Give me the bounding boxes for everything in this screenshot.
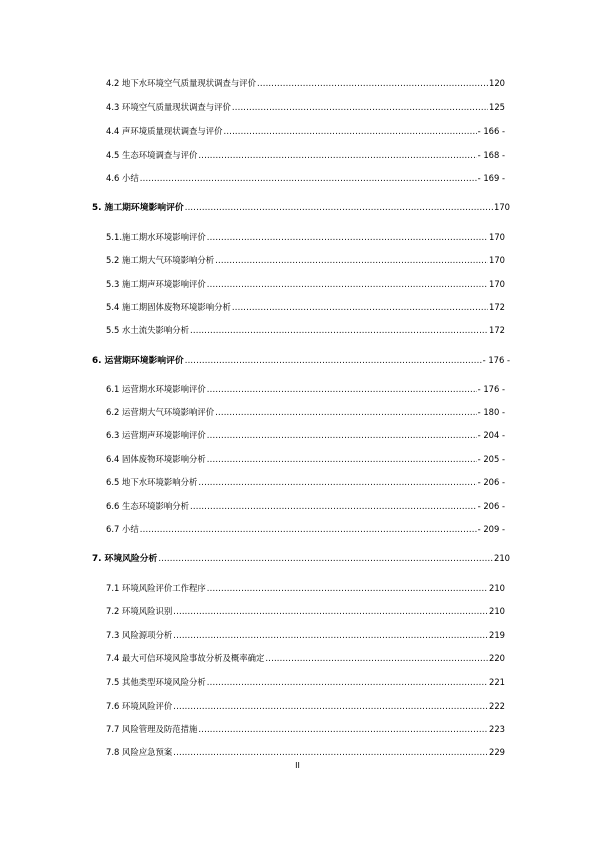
toc-entry-label: 4.5 生态环境调查与评价 <box>106 150 198 160</box>
toc-entry-page: 125 <box>489 102 505 112</box>
toc-leader-dots <box>232 302 488 313</box>
toc-entry-label: 7.4 最大可信环境风险事故分析及概率确定 <box>106 653 265 663</box>
toc-entry-label: 5.1.施工期水环境影响评价 <box>106 232 206 242</box>
toc-entry[interactable] <box>106 302 505 313</box>
toc-leader-dots <box>158 553 493 564</box>
toc-entry[interactable] <box>106 524 505 535</box>
toc-entry-label: 5.2 施工期大气环境影响分析 <box>106 255 215 265</box>
toc-entry[interactable] <box>106 325 505 336</box>
toc-entry[interactable] <box>92 553 510 565</box>
toc-entry-label: 7.5 其他类型环境风险分析 <box>106 677 206 687</box>
toc-leader-dots <box>190 325 488 336</box>
toc-entry[interactable] <box>106 232 505 243</box>
toc-entry-page: - 206 - <box>477 477 505 487</box>
toc-entry-label: 5.5 水土流失影响分析 <box>106 325 189 335</box>
toc-leader-dots <box>173 747 488 758</box>
toc-leader-dots <box>207 232 488 243</box>
toc-entry-page: 210 <box>489 583 505 593</box>
toc-entry-label: 7.1 环境风险评价工作程序 <box>106 583 206 593</box>
toc-entry[interactable] <box>106 701 505 712</box>
toc-entry-label: 6.7 小结 <box>106 524 139 534</box>
toc-entry-page: - 169 - <box>477 173 505 183</box>
toc-entry-page: 172 <box>489 325 505 335</box>
toc-entry-page: - 205 - <box>477 454 505 464</box>
toc-entry-page: 220 <box>489 653 505 663</box>
toc-entry[interactable] <box>106 501 505 512</box>
toc-entry-label: 6. 运营期环境影响评价 <box>92 356 184 366</box>
toc-leader-dots <box>198 477 476 488</box>
toc-entry[interactable] <box>106 747 505 758</box>
toc-leader-dots <box>215 255 488 266</box>
toc-entry[interactable] <box>106 384 505 395</box>
toc-leader-dots <box>140 173 477 184</box>
toc-entry-page: 172 <box>489 302 505 312</box>
toc-leader-dots <box>257 78 488 89</box>
toc-leader-dots <box>207 454 477 465</box>
toc-leader-dots <box>207 583 488 594</box>
toc-entry-page: - 180 - <box>477 407 505 417</box>
toc-entry[interactable] <box>106 173 505 184</box>
toc-entry[interactable] <box>106 606 505 617</box>
toc-entry-label: 7.8 风险应急预案 <box>106 747 173 757</box>
toc-entry-page: - 176 - <box>477 384 505 394</box>
toc-leader-dots <box>207 279 488 290</box>
toc-entry[interactable] <box>106 78 505 89</box>
toc-entry-page: - 168 - <box>477 150 505 160</box>
toc-entry-label: 5. 施工期环境影响评价 <box>92 203 184 213</box>
toc-entry-label: 6.5 地下水环境影响分析 <box>106 477 198 487</box>
toc-leader-dots <box>232 102 488 113</box>
toc-leader-dots <box>190 501 477 512</box>
toc-entry-label: 5.4 施工期固体废物环境影响分析 <box>106 302 231 312</box>
toc-leader-dots <box>215 407 477 418</box>
toc-entry-page: - 209 - <box>477 524 505 534</box>
toc-entry[interactable] <box>106 653 505 664</box>
toc-entry-label: 6.3 运营期声环境影响评价 <box>106 430 206 440</box>
toc-entry-page: 210 <box>494 553 510 563</box>
toc-leader-dots <box>198 150 476 161</box>
toc-entry[interactable] <box>106 724 505 735</box>
toc-entry-page: 210 <box>489 606 505 616</box>
toc-entry-label: 6.2 运营期大气环境影响评价 <box>106 407 215 417</box>
toc-leader-dots <box>198 724 488 735</box>
toc-entry[interactable] <box>106 102 505 113</box>
toc-entry-page: 222 <box>489 701 505 711</box>
toc-entry-label: 6.4 固体废物环境影响分析 <box>106 454 206 464</box>
toc-leader-dots <box>185 355 482 366</box>
toc-entry-page: 170 <box>494 202 510 212</box>
toc-entry-page: 223 <box>489 724 505 734</box>
toc-entry[interactable] <box>106 255 505 266</box>
toc-entry-page: 170 <box>489 255 505 265</box>
toc-entry[interactable] <box>106 630 505 641</box>
toc-leader-dots <box>207 384 477 395</box>
toc-leader-dots <box>173 701 488 712</box>
toc-entry-page: 170 <box>489 279 505 289</box>
toc-entry-label: 6.1 运营期水环境影响评价 <box>106 384 206 394</box>
toc-entry-page: - 204 - <box>477 430 505 440</box>
toc-entry-page: 229 <box>489 747 505 757</box>
toc-entry[interactable] <box>92 355 510 367</box>
toc-entry-page: - 206 - <box>477 501 505 511</box>
toc-entry-label: 4.3 环境空气质量现状调查与评价 <box>106 102 231 112</box>
toc-entry-label: 7.6 环境风险评价 <box>106 701 173 711</box>
toc-entry-page: - 166 - <box>477 126 505 136</box>
toc-leader-dots <box>185 202 493 213</box>
toc-entry-label: 4.4 声环境质量现状调查与评价 <box>106 126 223 136</box>
toc-leader-dots <box>140 524 477 535</box>
toc-entry-page: 221 <box>489 677 505 687</box>
toc-leader-dots <box>173 606 488 617</box>
toc-entry-label: 7. 环境风险分析 <box>92 554 158 564</box>
toc-entry[interactable] <box>106 677 505 688</box>
toc-entry[interactable] <box>92 202 510 214</box>
toc-entry-label: 7.7 风险管理及防范措施 <box>106 724 198 734</box>
toc-entry-label: 7.3 风险源项分析 <box>106 630 173 640</box>
toc-entry-page: 219 <box>489 630 505 640</box>
toc-entry[interactable] <box>106 279 505 290</box>
toc-leader-dots <box>207 677 488 688</box>
toc-entry[interactable] <box>106 126 505 137</box>
toc-entry-label: 5.3 施工期声环境影响评价 <box>106 279 206 289</box>
toc-leader-dots <box>223 126 476 137</box>
toc-entry[interactable] <box>106 583 505 594</box>
toc-entry[interactable] <box>106 454 505 465</box>
toc-entry-label: 6.6 生态环境影响分析 <box>106 501 189 511</box>
toc-entry-page: 170 <box>489 232 505 242</box>
toc-entry[interactable] <box>106 150 505 161</box>
page-number: II <box>295 761 300 770</box>
toc-entry-label: 4.6 小结 <box>106 173 139 183</box>
toc-leader-dots <box>173 630 488 641</box>
toc-entry-page: - 176 - <box>482 355 510 365</box>
toc-entry-label: 4.2 地下水环境空气质量现状调查与评价 <box>106 78 256 88</box>
toc-entry-label: 7.2 环境风险识别 <box>106 606 173 616</box>
toc-entry[interactable] <box>106 430 505 441</box>
toc-leader-dots <box>265 653 488 664</box>
toc-leader-dots <box>207 430 477 441</box>
toc-entry-page: 120 <box>489 78 505 88</box>
toc-entry[interactable] <box>106 477 505 488</box>
toc-entry[interactable] <box>106 407 505 418</box>
